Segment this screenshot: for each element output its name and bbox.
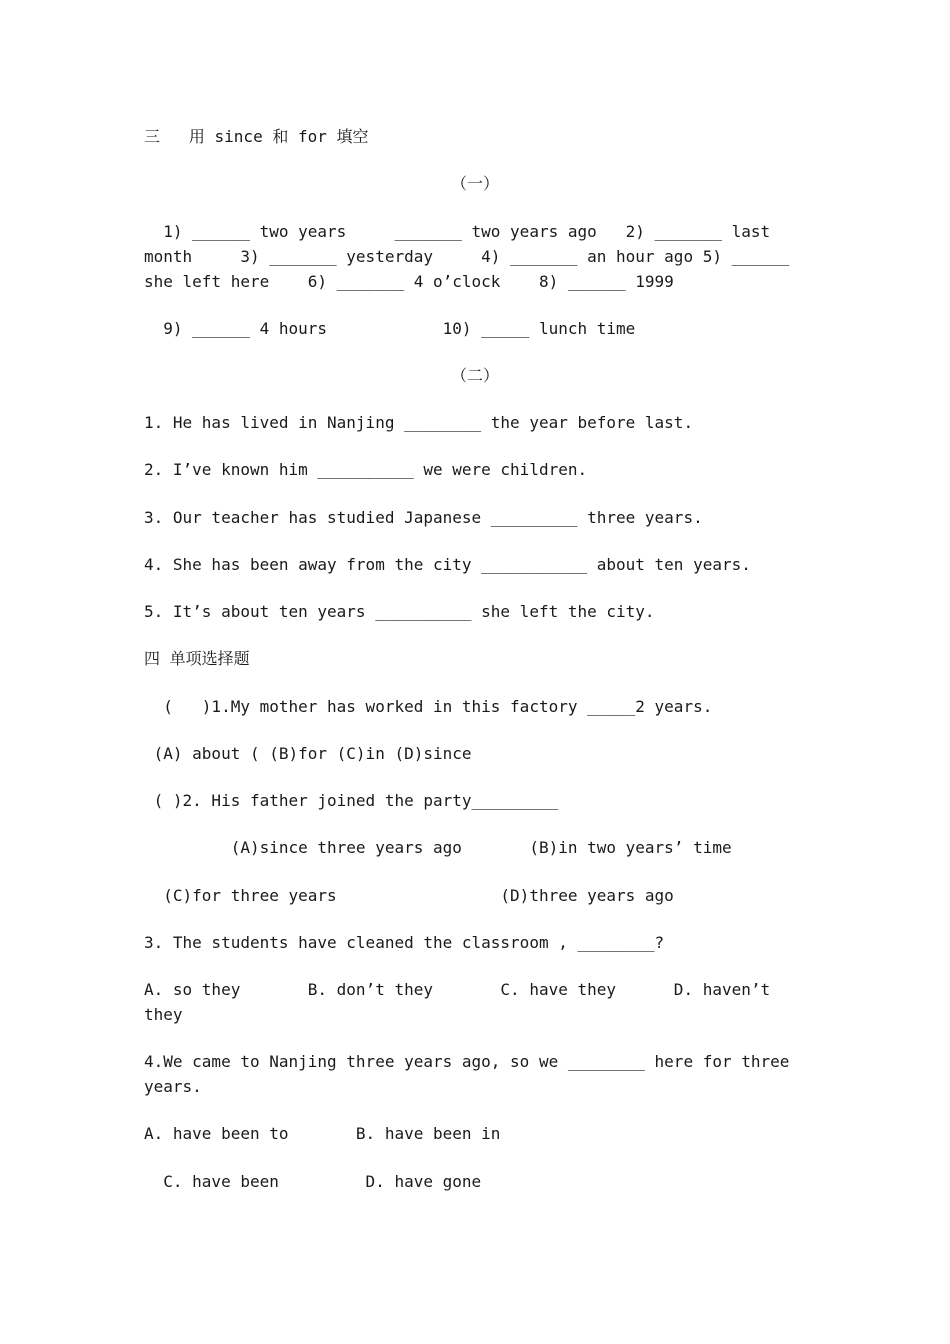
part-1-line: 9) ______ 4 hours 10) _____ lunch time [144, 319, 636, 338]
part-1-label: （一） [450, 174, 499, 193]
question-line: C. have been D. have gone [144, 1172, 482, 1191]
part-2-item: 2. I’ve known him __________ we were children. [144, 460, 588, 479]
question-line: A. so they B. don’t they C. have they D. haven’t [144, 980, 771, 999]
part-1-line: month 3) _______ yesterday 4) _______ an hour ago 5) ______ [144, 247, 790, 266]
part-2-item: 1. He has lived in Nanjing ________ the year before last. [144, 413, 694, 432]
part-1-line: 1) ______ two years _______ two years ago 2) _______ last [144, 222, 771, 241]
section-3-title: 三 用 since 和 for 填空 [144, 127, 369, 146]
section-4-title: 四 单项选择题 [144, 649, 250, 668]
part-1-line: she left here 6) _______ 4 o’clock 8) ______ 1999 [144, 272, 674, 291]
question-line: they [144, 1005, 183, 1024]
question-line: (A) about ( (B)for (C)in (D)since [144, 744, 472, 763]
question-line: 4.We came to Nanjing three years ago, so we ________ here for three [144, 1052, 790, 1071]
question-line: (C)for three years (D)three years ago [144, 886, 674, 905]
part-2-label: （二） [450, 366, 499, 385]
part-2-item: 5. It’s about ten years __________ she left the city. [144, 602, 655, 621]
part-2-item: 3. Our teacher has studied Japanese _________ three years. [144, 508, 703, 527]
question-line: years. [144, 1077, 202, 1096]
question-line: ( )1.My mother has worked in this factory _____2 years. [144, 697, 713, 716]
question-line: 3. The students have cleaned the classroom , ________? [144, 933, 665, 952]
question-line: ( )2. His father joined the party_________ [144, 791, 559, 810]
part-2-item: 4. She has been away from the city ___________ about ten years. [144, 555, 751, 574]
question-line: A. have been to B. have been in [144, 1124, 501, 1143]
question-line: (A)since three years ago (B)in two years’ time [144, 838, 732, 857]
